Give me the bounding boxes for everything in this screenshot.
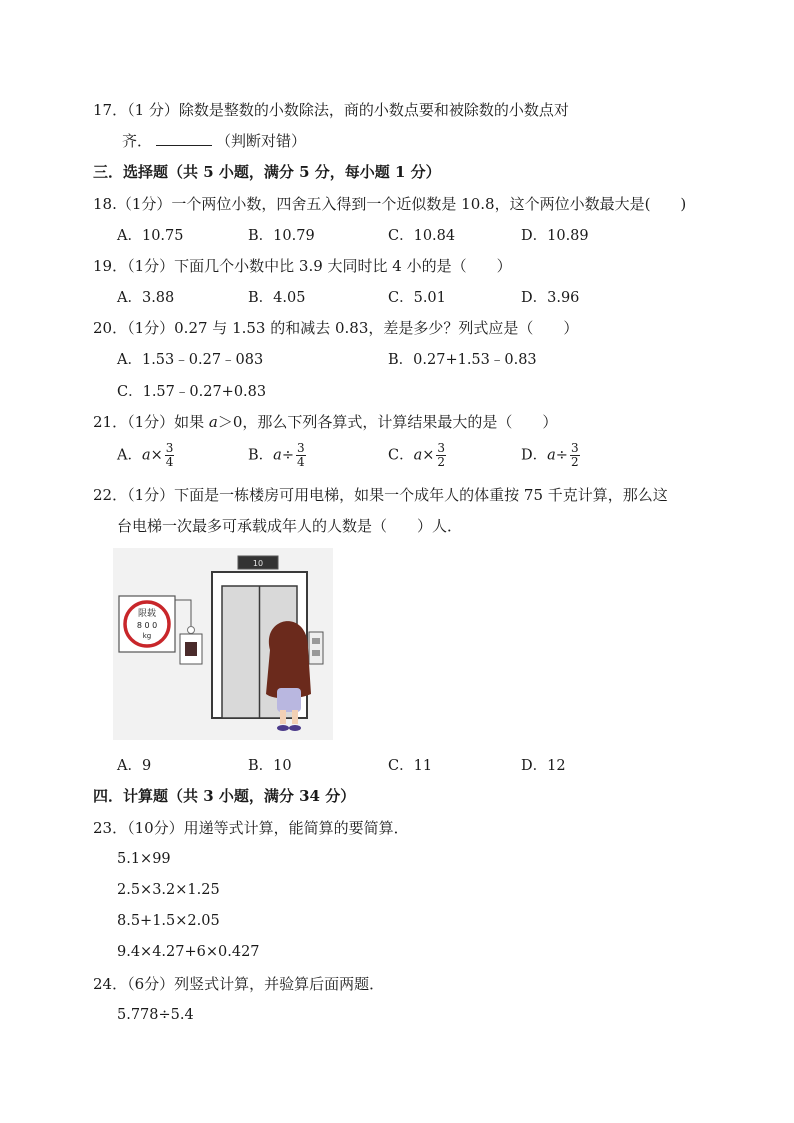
sign-unit-text: kg — [142, 632, 152, 640]
q18-stem: 18.（1分）一个两位小数，四舍五入得到一个近似数是 10.8，这个两位小数最大是( ) — [93, 195, 687, 213]
q20-option-b[interactable]: B．0.27+1.53﹣0.83 — [388, 352, 537, 368]
q22-line2: 台电梯一次最多可承载成年人的人数是（ ）人． — [117, 517, 463, 535]
q22-option-b[interactable]: B．10 — [248, 758, 292, 774]
floor-display: 10 — [252, 559, 264, 568]
q22-option-c[interactable]: C．11 — [388, 758, 433, 774]
q24-item-1: 5.778÷5.4 — [117, 1007, 194, 1023]
q21-option-a[interactable]: A．a× $\frac{3}{4}$ — [117, 441, 174, 469]
q23-item-4: 9.4×4.27+6×0.427 — [117, 944, 260, 960]
q23-item-2: 2.5×3.2×1.25 — [117, 882, 220, 898]
answer-blank[interactable] — [156, 131, 212, 146]
q17-line1: 17．（1 分）除数是整数的小数除法，商的小数点要和被除数的小数点对 — [93, 101, 569, 119]
sign-value-text: 8 0 0 — [136, 621, 158, 630]
q17-line2: 齐． （判断对错） — [122, 132, 307, 150]
q21-option-d[interactable]: D．a÷ $\frac{3}{2}$ — [521, 441, 579, 469]
sign-top-text: 限载 — [137, 609, 157, 619]
q19-stem: 19．（1分）下面几个小数中比 3.9 大同时比 4 小的是（ ） — [93, 257, 512, 275]
q19-option-d[interactable]: D．3.96 — [521, 290, 580, 306]
q20-option-a[interactable]: A．1.53﹣0.27﹣083 — [117, 352, 264, 368]
q20-option-c[interactable]: C．1.57﹣0.27+0.83 — [117, 384, 267, 400]
q22-line1: 22．（1分）下面是一栋楼房可用电梯，如果一个成年人的体重按 75 千克计算，那么这 — [93, 486, 668, 504]
q21-option-b[interactable]: B．a÷ $\frac{3}{4}$ — [248, 441, 305, 469]
q23-item-1: 5.1×99 — [117, 851, 171, 867]
fraction: $\frac{3}{4}$ — [165, 441, 174, 469]
q19-option-b[interactable]: B．4.05 — [248, 290, 306, 306]
q21-stem: 21．（1分）如果 a＞0，那么下列各算式，计算结果最大的是（ ） — [93, 413, 558, 431]
q19-option-a[interactable]: A．3.88 — [117, 290, 175, 306]
fraction: $\frac{3}{2}$ — [570, 441, 579, 469]
section-4-heading: 四．计算题（共 3 小题，满分 34 分） — [93, 787, 356, 805]
q24-stem: 24．（6分）列竖式计算，并验算后面两题． — [93, 975, 385, 993]
q18-option-d[interactable]: D．10.89 — [521, 228, 589, 244]
q21-option-c[interactable]: C．a× $\frac{3}{2}$ — [388, 441, 446, 469]
fraction: $\frac{3}{2}$ — [437, 441, 446, 469]
elevator-illustration — [113, 548, 333, 740]
q18-option-c[interactable]: C．10.84 — [388, 228, 456, 244]
section-3-heading: 三．选择题（共 5 小题，满分 5 分，每小题 1 分） — [93, 163, 441, 181]
q20-stem: 20．（1分）0.27 与 1.53 的和减去 0.83，差是多少？列式应是（ ） — [93, 319, 579, 337]
q18-option-a[interactable]: A．10.75 — [117, 228, 184, 244]
fraction: $\frac{3}{4}$ — [296, 441, 305, 469]
q22-option-d[interactable]: D．12 — [521, 758, 566, 774]
q22-option-a[interactable]: A．9 — [117, 758, 152, 774]
q23-item-3: 8.5+1.5×2.05 — [117, 913, 220, 929]
q18-option-b[interactable]: B．10.79 — [248, 228, 315, 244]
q19-option-c[interactable]: C．5.01 — [388, 290, 446, 306]
q23-stem: 23．（10分）用递等式计算，能简算的要简算． — [93, 819, 409, 837]
